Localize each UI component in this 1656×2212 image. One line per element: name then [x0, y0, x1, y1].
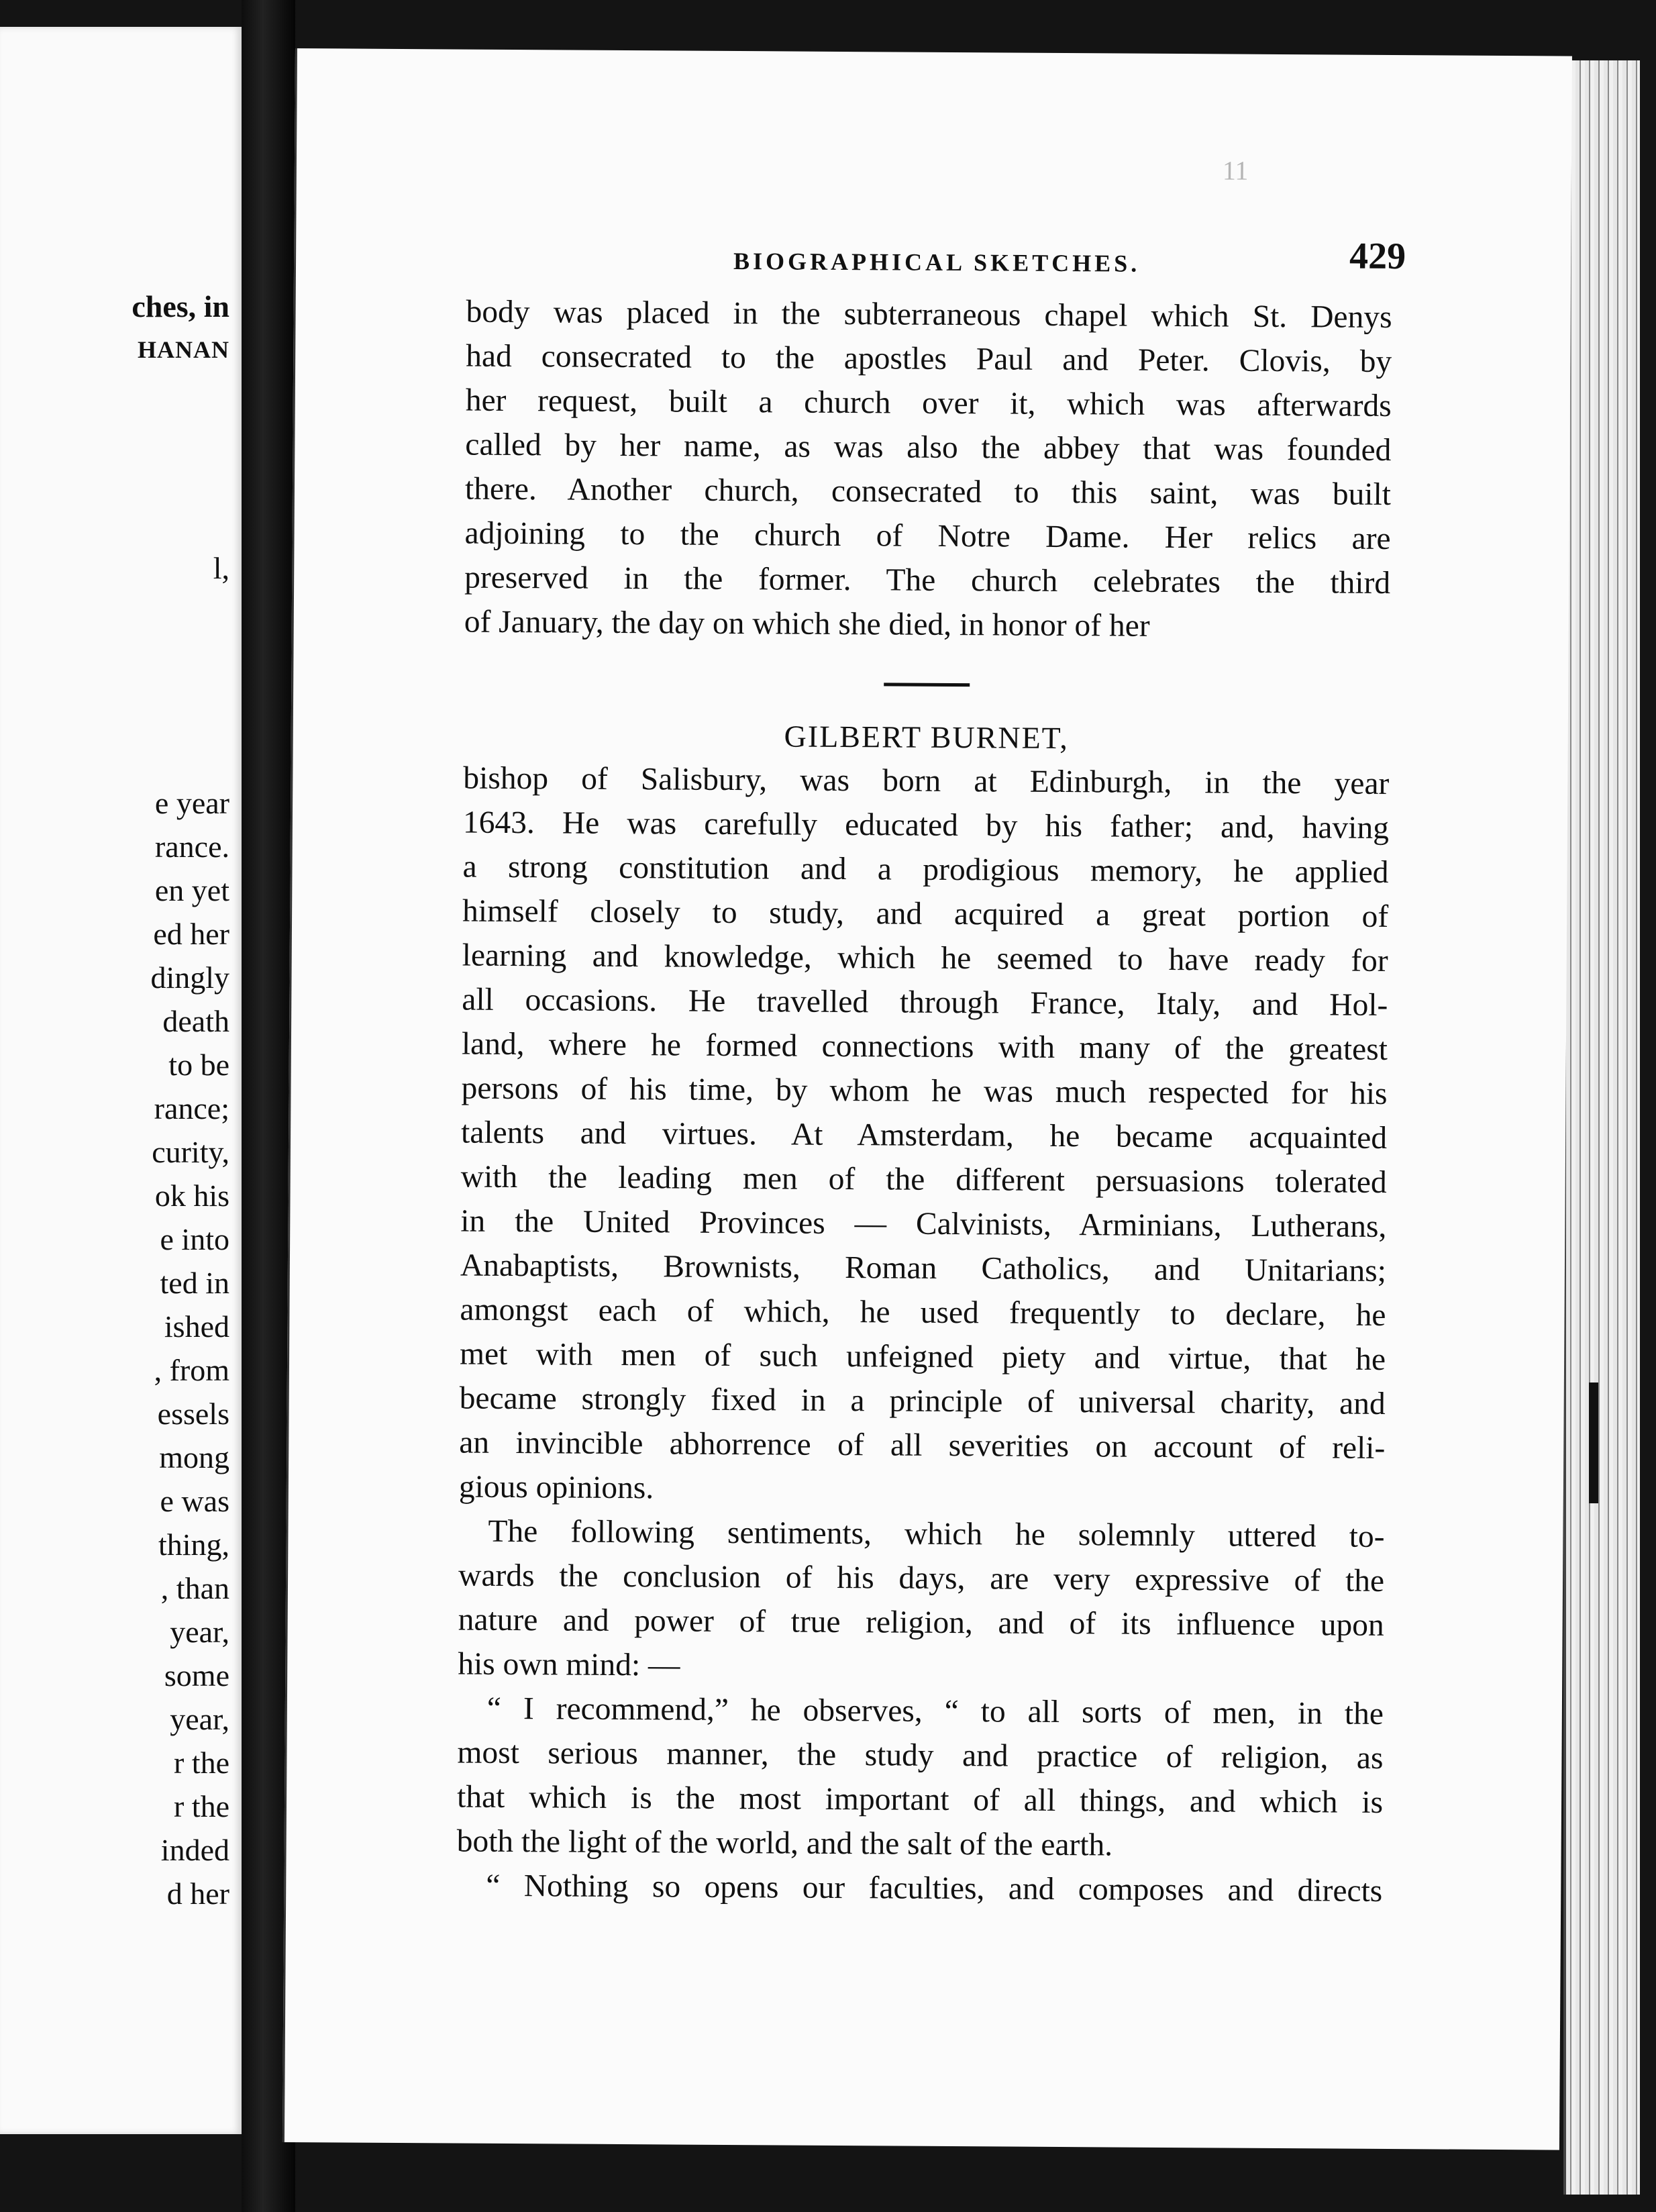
text-line: her request, built a church over it, which was afterwards [465, 383, 1392, 423]
left-page-fragment: e into [160, 1222, 229, 1256]
left-page-fragment: , than [160, 1571, 229, 1605]
text-line: land, where he formed connections with many of the greatest [461, 1026, 1388, 1067]
text-line: “ I recommend,” he observes, “ to all sorts of men, in the [486, 1691, 1384, 1731]
text-line: called by her name, as was also the abbey that was founded [465, 427, 1392, 468]
left-page-fragment: en yet [154, 873, 229, 907]
text-line: “ Nothing so opens our faculties, and composes and directs [486, 1868, 1383, 1909]
left-page-fragment: year, [170, 1702, 229, 1736]
left-page-fragment: inded [160, 1833, 229, 1867]
left-page-fragment: ok his [154, 1178, 229, 1213]
text-line: with the leading men of the different persuasions tolerated [460, 1159, 1387, 1200]
left-page-fragment: thing, [158, 1527, 229, 1562]
text-line: bishop of Salisbury, was born at Edinburgh, in the year [463, 760, 1390, 801]
left-page-fragment: e year [154, 786, 229, 820]
left-page-fragment: dingly [150, 960, 229, 995]
continuation-paragraph [464, 290, 1392, 650]
text-line: talents and virtues. At Amsterdam, he became acquainted [460, 1115, 1388, 1156]
text-line: became strongly fixed in a principle of universal charity, and [459, 1380, 1386, 1421]
page-number: 429 [1349, 235, 1406, 278]
text-line: amongst each of which, he used frequently to declare, he [460, 1292, 1386, 1333]
text-line: persons of his time, by whom he was much respected for his [461, 1070, 1388, 1111]
text-line: Anabaptists, Brownists, Roman Catholics, and Unitarians; [460, 1248, 1387, 1289]
text-line: gious opinions. [458, 1469, 654, 1506]
text-line: a strong constitution and a prodigious memory, he applied [462, 849, 1389, 890]
left-page-fragment: HANAN [138, 336, 229, 363]
left-page-fragment: r the [173, 1789, 229, 1823]
left-page-fragment: r the [173, 1746, 229, 1780]
left-page-fragment: l, [213, 551, 229, 585]
quote-paragraph-1 [456, 1687, 1384, 1869]
text-line: an invincible abhorrence of all severities on account of reli- [459, 1425, 1386, 1466]
text-line: that which is the most important of all things, and which is [456, 1779, 1384, 1820]
left-page-fragment: e was [160, 1484, 229, 1518]
left-page-fragment: ed her [153, 917, 229, 951]
text-line: 1643. He was carefully educated by his father; and, having [462, 805, 1390, 846]
left-page-fragment: some [164, 1658, 229, 1693]
left-page-fragment: ished [164, 1309, 229, 1344]
section-rule [884, 683, 970, 687]
text-line: nature and power of true religion, and of its influence upon [458, 1602, 1384, 1643]
left-page [0, 27, 242, 2134]
text-line: had consecrated to the apostles Paul and Peter. Clovis, by [466, 338, 1392, 379]
text-line: in the United Provinces — Calvinists, Arminians, Lutherans, [460, 1203, 1387, 1244]
text-line: most serious manner, the study and practice of religion, as [457, 1735, 1384, 1776]
left-page-fragment: curity, [152, 1135, 229, 1169]
right-page [282, 48, 1572, 2150]
left-page-fragment: mong [159, 1440, 229, 1474]
left-page-fragment: rance. [154, 830, 229, 864]
body-text [456, 290, 1392, 1913]
text-line: all occasions. He travelled through France, Italy, and Hol- [462, 982, 1388, 1023]
edge-mark [1589, 1382, 1598, 1503]
page-header [296, 228, 1571, 278]
sentiments-paragraph [458, 1509, 1385, 1692]
left-page-fragment: d her [166, 1876, 229, 1911]
text-line: himself closely to study, and acquired a great portion of [462, 893, 1389, 934]
left-page-fragment: , from [154, 1353, 229, 1387]
running-head: BIOGRAPHICAL SKETCHES. [733, 247, 1141, 277]
text-line: adjoining to the church of Notre Dame. Her relics are [464, 515, 1391, 556]
text-line: learning and knowledge, which he seemed to have ready for [462, 938, 1388, 978]
text-line: met with men of such unfeigned piety and virtue, that he [459, 1336, 1386, 1377]
left-page-fragment: ted in [160, 1266, 229, 1300]
text-line: preserved in the former. The church celebrates the third [464, 560, 1391, 601]
left-page-fragment: death [162, 1004, 229, 1038]
text-line: body was placed in the subterraneous chapel which St. Denys [466, 294, 1392, 335]
text-line: of January, the day on which she died, in honor of her [464, 604, 1150, 644]
text-line: both the light of the world, and the salt of the earth. [456, 1823, 1113, 1863]
text-line: there. Another church, consecrated to this saint, was built [464, 471, 1392, 512]
left-page-fragment: year, [170, 1615, 229, 1649]
left-page-fragment: to be [168, 1048, 229, 1082]
biography-paragraph [459, 756, 1390, 1515]
left-page-fragment: rance; [154, 1091, 229, 1125]
text-line: his own mind: — [458, 1646, 680, 1683]
text-line: wards the conclusion of his days, are very expressive of the [458, 1558, 1385, 1599]
text-line: The following sentiments, which he solemnly uttered to- [488, 1513, 1385, 1554]
quote-paragraph-2 [456, 1864, 1382, 1913]
page-edges [1563, 60, 1640, 2195]
bleed-through-mark: 11 [1222, 155, 1249, 186]
section-title: GILBERT BURNET, [784, 719, 1069, 756]
left-page-fragment: ches, in [132, 289, 229, 323]
left-page-fragment: essels [157, 1397, 229, 1431]
